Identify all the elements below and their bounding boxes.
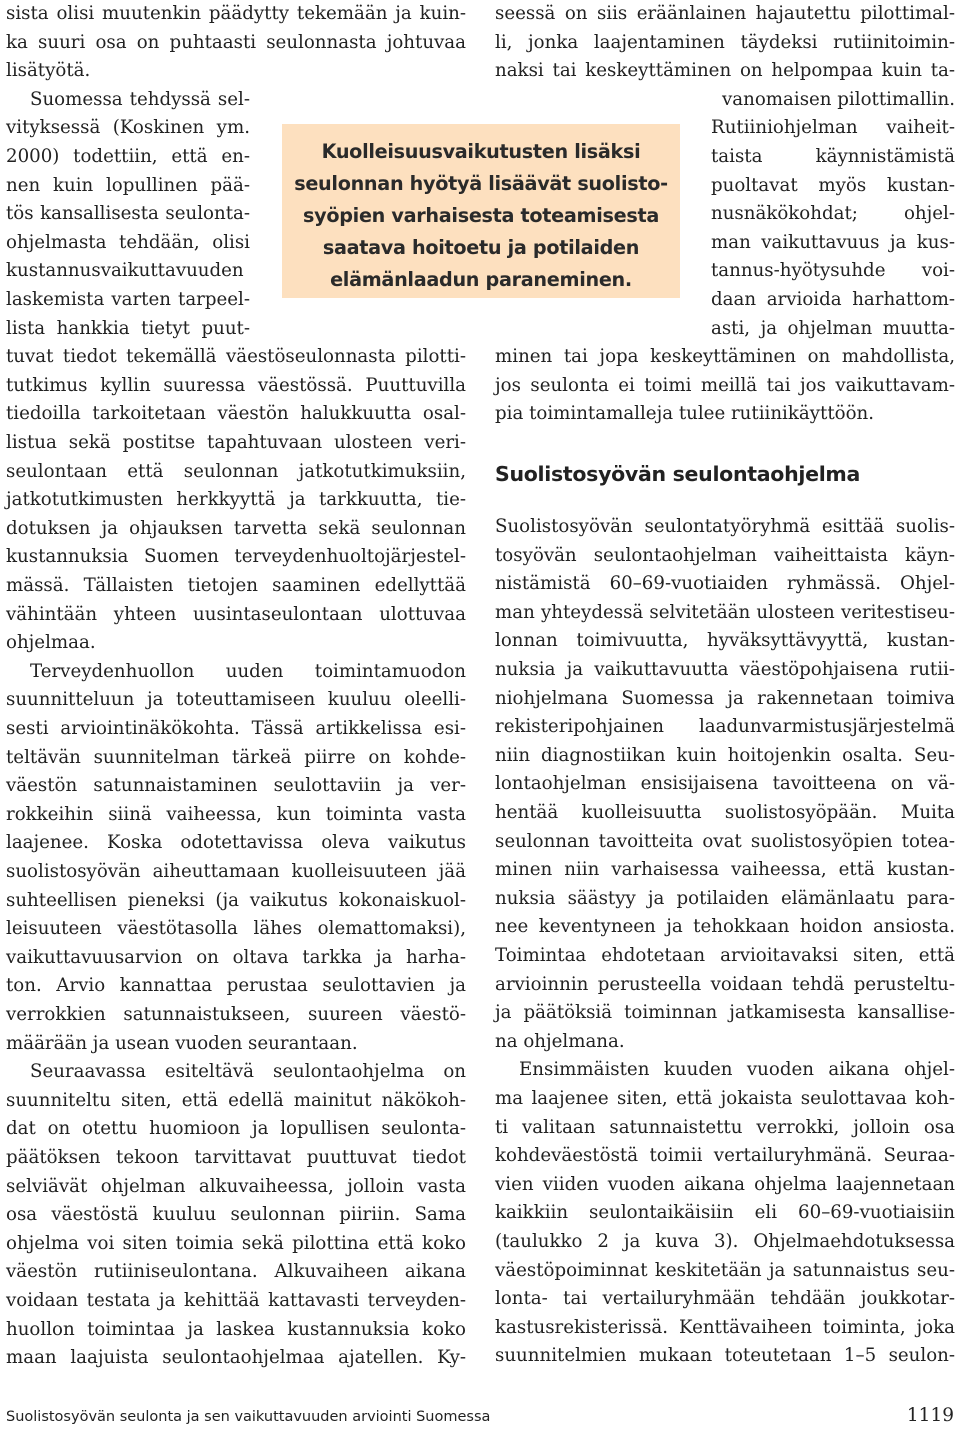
left-text-line: vähintään yhteen uusintaseulontaan ulottuvaa	[6, 604, 466, 625]
pull-quote-line: elämänlaadun paraneminen.	[330, 268, 632, 291]
left-text-line: kustannusvaikuttavuuden	[6, 260, 244, 281]
right-text-line: nistämistä 60–69-vuotiaiden ryhmässä. Ohjel-	[495, 573, 955, 594]
left-text-line: osa väestöstä kuuluu seulonnan piiriin. Sama	[6, 1204, 466, 1225]
left-text-line: huollon toimintaa ja laskea kustannuksia koko	[6, 1319, 466, 1340]
left-text-line: lista hankkia tietyt puut-	[6, 318, 250, 339]
right-text-line: vanomaisen pilottimallin.	[722, 89, 955, 110]
right-text-line: (taulukko 2 ja kuva 3). Ohjelmaehdotuksessa	[495, 1231, 955, 1252]
right-text-line: lonnan toimivuutta, hyväksyttävyyttä, kustan-	[495, 630, 955, 651]
pull-quote-box	[282, 124, 680, 298]
right-text-line: ma laajenee siten, että jokaista seulottavaa koh-	[495, 1088, 955, 1109]
right-text-line: väestöpoiminnat keskitetään ja satunnaistus seu-	[495, 1260, 955, 1281]
left-text-line: 2000) todettiin, että en-	[6, 146, 250, 167]
right-text-line: tosyövän seulontaohjelman vaiheittaista käyn-	[495, 545, 955, 566]
right-text-line: kaikkiin seulontaikäisiin eli 60–69-vuotiaisiin	[495, 1202, 955, 1223]
left-text-line: leisuuteen väestötasolla lähes olemattomaksi),	[6, 918, 466, 939]
left-text-line: ohjelma voi siten toimia sekä pilottina että koko	[6, 1233, 466, 1254]
pull-quote-line: syöpien varhaisesta toteamisesta	[303, 204, 659, 227]
left-text-line: lisätyötä.	[6, 60, 91, 81]
right-text-line: ja päätöksiä toiminnan jatkamisesta kansallise-	[495, 1002, 955, 1023]
right-text-line: rekisteripohjainen laadunvarmistusjärjestelmä	[495, 716, 955, 737]
right-text-line: man vaikuttavuus ja kus-	[711, 232, 955, 253]
page-number: 1119	[906, 1405, 954, 1426]
left-text-line: jatkotutkimusten herkkyyttä ja tarkkuutta, tie-	[6, 489, 466, 510]
left-text-line: dotuksen ja ohjauksen tarvetta sekä seulonnan	[6, 518, 466, 539]
right-text-line: hentää kuolleisuutta suolistosyöpään. Muita	[495, 802, 955, 823]
right-text-line: jos seulonta ei toimi meillä tai jos vaikuttavam-	[495, 375, 955, 396]
right-text-line: niohjelmana Suomessa ja rakennetaan toimiva	[495, 688, 955, 709]
right-text-line: kastusrekisterissä. Kenttävaiheen toiminta, joka	[495, 1317, 955, 1338]
right-text-line: asti, ja ohjelman muutta-	[711, 318, 955, 339]
right-text-line: na ohjelmana.	[495, 1031, 625, 1052]
right-text-line: man yhteydessä selvitetään ulosteen veritestiseu-	[495, 602, 955, 623]
right-text-line: Toimintaa ehdotetaan arvioitavaksi siten, että	[495, 945, 955, 966]
right-text-line: seulonnan tavoitteita ovat suolistosyöpien totea-	[495, 831, 955, 852]
right-text-line: tannus-hyötysuhde voi-	[711, 260, 955, 281]
left-text-line: suunniteltu siten, että edellä mainitut näkökoh-	[6, 1090, 466, 1111]
left-text-line: vityksessä (Koskinen ym.	[6, 117, 250, 138]
right-text-line: naksi tai keskeyttäminen on helpompaa kuin ta-	[495, 60, 955, 81]
left-text-line: vaikuttavuusarvion on oltava tarkka ja harha-	[6, 947, 466, 968]
left-text-line: maan laajuista seulontaohjelmaa ajatellen. Ky-	[6, 1347, 466, 1368]
left-text-line: suunnitteluun ja toteuttamiseen kuuluu oleelli-	[6, 689, 466, 710]
right-text-line: nee keventyneen ja tehokkaan hoidon ansiosta.	[495, 916, 955, 937]
pull-quote-line: seulonnan hyötyä lisäävät suolisto-	[294, 172, 668, 195]
right-text-line: lonta- tai vertailuryhmään tehdään joukkotar-	[495, 1288, 955, 1309]
left-text-line: Seuraavassa esiteltävä seulontaohjelma on	[30, 1061, 466, 1082]
left-text-line: suolistosyövän aiheuttamaan kuolleisuuteen jää	[6, 861, 466, 882]
left-text-line: mässä. Tällaisten tietojen saaminen edellyttää	[6, 575, 466, 596]
left-text-line: tiedoilla tarkoitetaan väestön halukkuutta osal-	[6, 403, 466, 424]
right-text-line: vien viiden vuoden aikana ohjelma laajennetaan	[495, 1174, 955, 1195]
right-text-line: suunnitelmien mukaan toteutetaan 1–5 seulon-	[495, 1345, 955, 1366]
left-text-line: verrokkien satunnaistukseen, suureen väestö-	[6, 1004, 466, 1025]
right-text-line: daan arvioida harhattom-	[711, 289, 955, 310]
left-text-line: seulontaan että seulonnan jatkotutkimuksiin,	[6, 461, 466, 482]
left-text-line: selviävät ohjelman alkuvaiheessa, jolloin vasta	[6, 1176, 466, 1197]
right-text-line: arvioinnin perusteella voidaan tehdä perusteltu-	[495, 974, 955, 995]
right-text-line: Suolistosyövän seulontatyöryhmä esittää suolis-	[495, 516, 955, 537]
left-text-line: listua sekä postitse tapahtuvaan ulosteen veri-	[6, 432, 466, 453]
right-text-line: nuksia ja vaikuttavuutta väestöpohjaisena rutii-	[495, 659, 955, 680]
right-text-line: seessä on siis eräänlainen hajautettu pilottimal-	[495, 3, 955, 24]
left-text-line: teltävän suunnitelman tärkeä piirre on kohde-	[6, 747, 466, 768]
right-text-line: kohdeväestöstä toimii vertailuryhmänä. Seuraa-	[495, 1145, 955, 1166]
left-text-line: voidaan testata ja kehittää kattavasti terveyden-	[6, 1290, 466, 1311]
left-text-line: Terveydenhuollon uuden toimintamuodon	[30, 661, 466, 682]
left-text-line: määrään ja usean vuoden seurantaan.	[6, 1033, 358, 1054]
right-text-line: pia toimintamalleja tulee rutiinikäyttöön.	[495, 403, 875, 424]
left-text-line: ohjelmaa.	[6, 632, 96, 653]
right-text-line: niin diagnostiikan kuin hoitojenkin osalta. Seu-	[495, 745, 955, 766]
left-text-line: suhteellisen pieneksi (ja vaikutus kokonaiskuol-	[6, 890, 466, 911]
right-text-line: nuksia säästyy ja potilaiden elämänlaatu para-	[495, 888, 955, 909]
left-text-line: tutkimus kyllin suuressa väestössä. Puuttuvilla	[6, 375, 466, 396]
left-text-line: nen kuin lopullinen pää-	[6, 175, 250, 196]
left-text-line: ohjelmasta tehdään, olisi	[6, 232, 250, 253]
pull-quote-line: saatava hoitoetu ja potilaiden	[322, 236, 640, 259]
right-text-line: Ensimmäisten kuuden vuoden aikana ohjel-	[519, 1059, 955, 1080]
running-title: Suolistosyövän seulonta ja sen vaikuttavuuden arviointi Suomessa	[6, 1409, 491, 1425]
right-text-line: ti valitaan satunnaistettu verrokki, jolloin osa	[495, 1117, 955, 1138]
left-text-line: tuvat tiedot tekemällä väestöseulonnasta pilotti-	[6, 346, 466, 367]
left-text-line: Suomessa tehdyssä sel-	[30, 89, 250, 110]
right-text-line: minen niin varhaisessa vaiheessa, että kustan-	[495, 859, 955, 880]
right-text-line: li, jonka laajentaminen täydeksi rutiinitoimin-	[495, 32, 955, 53]
right-text-line: minen tai jopa keskeyttäminen on mahdollista,	[495, 346, 955, 367]
left-text-line: dat on otettu huomioon ja lopullisen seulonta-	[6, 1118, 466, 1139]
left-text-line: tös kansallisesta seulonta-	[6, 203, 250, 224]
left-text-line: laajenee. Koska odotettavissa oleva vaikutus	[6, 832, 466, 853]
right-text-line: taista käynnistämistä	[711, 146, 955, 167]
left-text-line: ka suuri osa on puhtaasti seulonnasta johtuvaa	[6, 32, 466, 53]
pull-quote-line: Kuolleisuusvaikutusten lisäksi	[321, 140, 641, 163]
left-text-line: sesti arviointinäkökohta. Tässä artikkelissa esi-	[6, 718, 466, 739]
right-text-line: Rutiiniohjelman vaiheit-	[711, 117, 955, 138]
left-text-line: väestön rutiiniseulontana. Alkuvaiheen aikana	[6, 1261, 466, 1282]
left-text-line: sista olisi muutenkin päädytty tekemään ja kuin-	[6, 3, 466, 24]
left-text-line: laskemista varten tarpeel-	[6, 289, 250, 310]
left-text-line: ton. Arvio kannattaa perustaa seulottavien ja	[6, 975, 466, 996]
left-text-line: kustannuksia Suomen terveydenhuoltojärjestel-	[6, 546, 466, 567]
left-text-line: väestön satunnaistaminen seulottaviin ja ver-	[6, 775, 466, 796]
left-text-line: rokkeihin siinä vaiheessa, kun toiminta vasta	[6, 804, 466, 825]
right-text-line: lontaohjelman ensisijaisena tavoitteena on vä-	[495, 773, 955, 794]
left-text-line: päätöksen tekoon tarvittavat puuttuvat tiedot	[6, 1147, 466, 1168]
section-heading: Suolistosyövän seulontaohjelma	[495, 462, 861, 486]
right-text-line: puoltavat myös kustan-	[711, 175, 955, 196]
right-text-line: nusnäkökohdat; ohjel-	[711, 203, 955, 224]
